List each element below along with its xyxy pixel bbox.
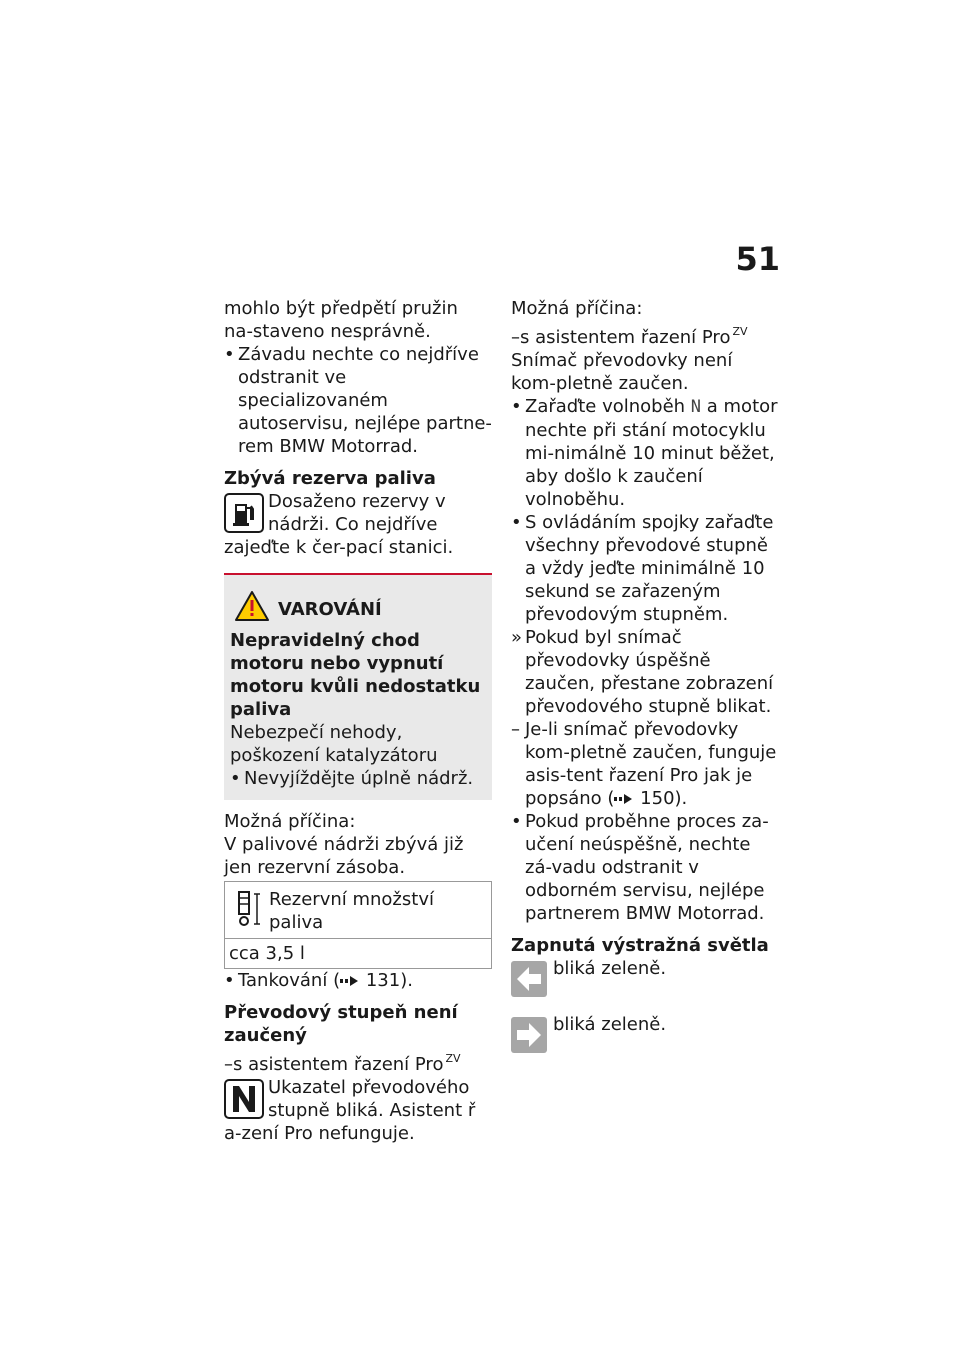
result-item: » Pokud byl snímač převodovky úspěšně zaučen, přestane zobrazení převodového stupně blikat. [511, 627, 774, 717]
page-number: 51 [735, 240, 780, 278]
cause-label: Možná příčina: [511, 298, 643, 319]
table-value: cca 3,5 l [229, 943, 305, 964]
gear-indicator-description: Ukazatel převodového stupně bliká. Asistent ř a-zení Pro nefunguje. [224, 1077, 476, 1144]
bullet-item: • Závadu nechte co nejdříve odstranit ve specializovaném autoservisu, nejlépe partne-rem BMW Motorrad. [224, 343, 492, 458]
section-heading-fuel-reserve: Zbývá rezerva paliva [224, 468, 436, 489]
warning-box [224, 573, 492, 800]
page-reference-link[interactable]: 150 [640, 788, 675, 809]
page-reference-arrow-icon [340, 975, 360, 987]
paragraph: mohlo být předpětí pružin na-staveno nesprávně. [224, 298, 458, 342]
turn-signal-left-icon [511, 961, 547, 997]
page-reference-arrow-icon [614, 793, 634, 805]
fuel-gauge-icon [235, 890, 263, 936]
turn-signal-right-icon [511, 1017, 547, 1053]
warning-subtitle: Nepravidelný chod motoru nebo vypnutí motoru kvůli nedostatku paliva [230, 630, 481, 720]
right-column [511, 297, 781, 1069]
warning-triangle-icon [230, 590, 270, 628]
dash-item: –s asistentem řazení Pro $^{ZV}$ [511, 325, 748, 348]
cause-text: V palivové nádrži zbývá již jen rezervní zásoba. [224, 834, 464, 878]
neutral-n-icon [224, 1079, 264, 1119]
bullet-item: • Zařaďte volnoběh N a motor nechte při stání motocyklu mi-nimálně 10 minut běžet, aby došlo k zaučení volnoběhu. [511, 395, 781, 511]
left-column [224, 297, 492, 1145]
page-reference-link[interactable]: 131 [365, 970, 401, 991]
dash-item: – Je-li snímač převodovky kom-pletně zaučen, funguje asis-tent řazení Pro jak je popsáno ( 150). [511, 719, 777, 809]
turn-signal-left-row: bliká zeleně. [511, 957, 781, 1013]
cause-label: Možná příčina: [224, 811, 356, 832]
fuel-reserve-description: Dosaženo rezervy v nádrži. Co nejdříve zajeďte k čer-pací stanici. [224, 491, 454, 558]
warning-text: Nebezpečí nehody, poškození katalyzátoru [230, 722, 438, 766]
section-heading-gear-not-learned: Převodový stupeň není zaučený [224, 1002, 458, 1046]
paragraph: Snímač převodovky není kom-pletně zaučen. [511, 350, 733, 394]
warning-title: VAROVÁNÍ [230, 589, 486, 629]
fuel-reserve-table [224, 881, 492, 969]
dash-item: –s asistentem řazení Pro $^{ZV}$ [224, 1052, 461, 1075]
section-heading-hazard-lights: Zapnutá výstražná světla [511, 935, 769, 956]
bullet-item: • S ovládáním spojky zařaďte všechny převodové stupně a vždy jeďte minimálně 10 sekund se zařazeným převodovým stupněm. [511, 511, 781, 626]
warning-bullet: • Nevyjíždějte úplně nádrž. [230, 767, 486, 790]
fuel-pump-icon [224, 493, 264, 533]
bullet-item-refuel: • Tankování ( 131). [224, 969, 492, 992]
table-label: Rezervní množství paliva [269, 889, 434, 933]
bullet-item: • Pokud proběhne proces za-učení neúspěšně, nechte zá-vadu odstranit v odborném servisu, nejlépe partnerem BMW Motorrad. [511, 810, 781, 925]
turn-signal-right-row: bliká zeleně. [511, 1013, 781, 1069]
